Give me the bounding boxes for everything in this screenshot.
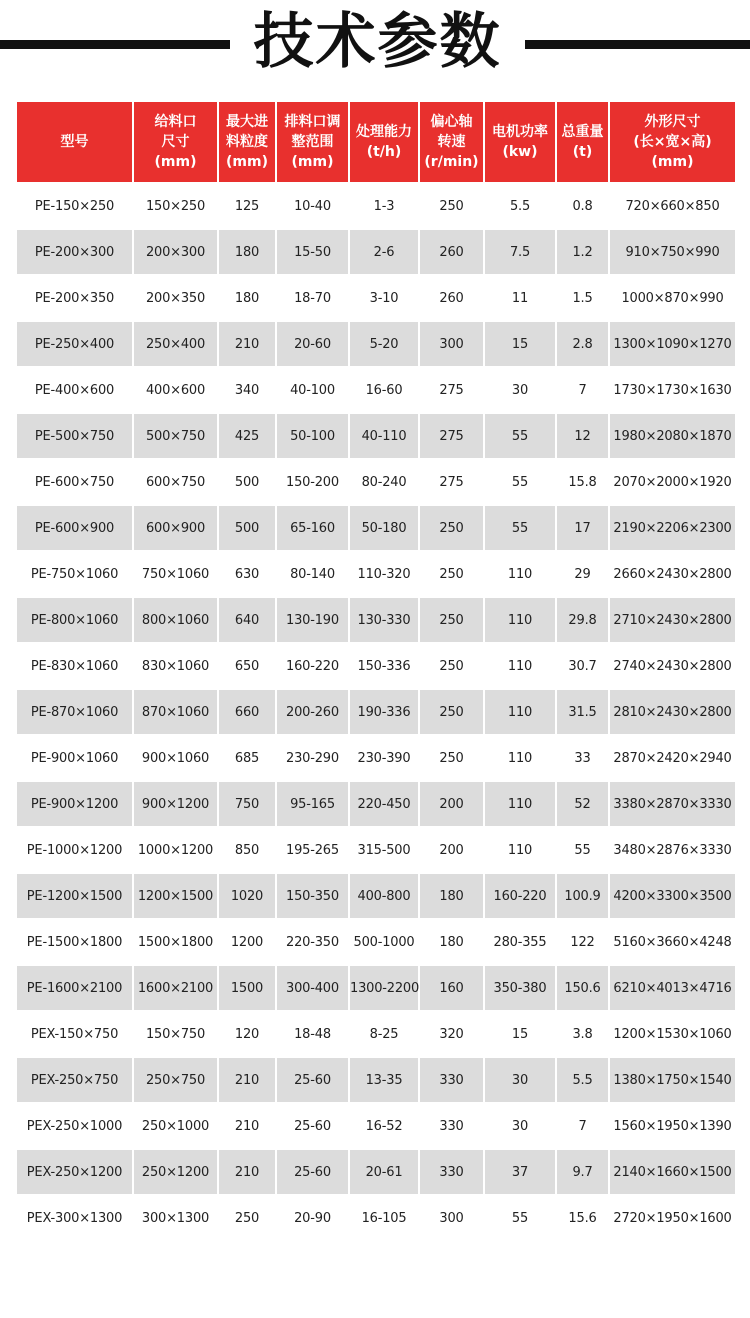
table-cell: 250	[420, 184, 483, 228]
table-cell: 200×350	[134, 276, 217, 320]
table-cell: 7	[557, 368, 608, 412]
table-cell: 3380×2870×3330	[610, 782, 735, 826]
table-cell: 15.8	[557, 460, 608, 504]
table-row	[17, 966, 735, 1010]
table-row	[17, 460, 735, 504]
column-header-line: 总重量	[561, 124, 604, 140]
table-cell: 180	[219, 276, 275, 320]
table-cell: 200-260	[277, 690, 348, 734]
table-row	[17, 690, 735, 734]
table-row	[17, 874, 735, 918]
table-cell: 125	[219, 184, 275, 228]
table-cell: 55	[485, 460, 555, 504]
column-header-line: (kw)	[502, 144, 538, 160]
table-cell: 870×1060	[134, 690, 217, 734]
table-cell: PE-1500×1800	[17, 920, 132, 964]
table-cell: 20-90	[277, 1196, 348, 1240]
table-cell: 315-500	[350, 828, 418, 872]
table-cell: 18-70	[277, 276, 348, 320]
table-cell: 660	[219, 690, 275, 734]
table-row	[17, 184, 735, 228]
table-cell: 275	[420, 460, 483, 504]
column-header	[485, 102, 555, 182]
table-cell: 40-110	[350, 414, 418, 458]
table-cell: 300-400	[277, 966, 348, 1010]
table-cell: 110	[485, 552, 555, 596]
title-rule-left	[0, 40, 230, 49]
table-cell: 1730×1730×1630	[610, 368, 735, 412]
table-cell: 150.6	[557, 966, 608, 1010]
table-cell: 110	[485, 644, 555, 688]
table-cell: 160-220	[277, 644, 348, 688]
table-cell: 200	[420, 782, 483, 826]
table-cell: 425	[219, 414, 275, 458]
table-cell: 110	[485, 828, 555, 872]
table-cell: 20-60	[277, 322, 348, 366]
table-cell: PE-400×600	[17, 368, 132, 412]
table-cell: 500-1000	[350, 920, 418, 964]
table-cell: 55	[557, 828, 608, 872]
table-cell: 55	[485, 506, 555, 550]
column-header-line: 料粒度	[226, 134, 268, 150]
table-cell: 122	[557, 920, 608, 964]
column-header-line: 尺寸	[161, 134, 190, 150]
table-cell: 330	[420, 1104, 483, 1148]
table-cell: 250×1200	[134, 1150, 217, 1194]
table-body	[17, 184, 735, 1240]
table-cell: 750×1060	[134, 552, 217, 596]
table-cell: 300	[420, 322, 483, 366]
table-cell: PE-1000×1200	[17, 828, 132, 872]
table-cell: 2740×2430×2800	[610, 644, 735, 688]
table-cell: 1600×2100	[134, 966, 217, 1010]
table-cell: 10-40	[277, 184, 348, 228]
table-cell: PEX-250×750	[17, 1058, 132, 1102]
table-cell: PEX-250×1200	[17, 1150, 132, 1194]
table-cell: 150×250	[134, 184, 217, 228]
table-cell: 37	[485, 1150, 555, 1194]
table-cell: 1.2	[557, 230, 608, 274]
table-row	[17, 322, 735, 366]
column-header	[420, 102, 483, 182]
table-cell: 1200×1530×1060	[610, 1012, 735, 1056]
table-cell: 250	[420, 736, 483, 780]
table-cell: 30	[485, 368, 555, 412]
column-header-line: (mm)	[226, 154, 268, 170]
table-cell: 9.7	[557, 1150, 608, 1194]
table-row	[17, 414, 735, 458]
table-row	[17, 506, 735, 550]
table-cell: 2190×2206×2300	[610, 506, 735, 550]
table-row	[17, 552, 735, 596]
table-row	[17, 920, 735, 964]
table-cell: 11	[485, 276, 555, 320]
table-cell: 6210×4013×4716	[610, 966, 735, 1010]
table-cell: 1.5	[557, 276, 608, 320]
table-cell: 275	[420, 414, 483, 458]
table-cell: 80-240	[350, 460, 418, 504]
page-title: 技术参数	[253, 7, 502, 77]
table-cell: PE-900×1200	[17, 782, 132, 826]
table-cell: 110	[485, 736, 555, 780]
column-header-line: (长×宽×高)	[633, 134, 712, 150]
table-cell: 1380×1750×1540	[610, 1058, 735, 1102]
table-row	[17, 736, 735, 780]
table-cell: PE-1600×2100	[17, 966, 132, 1010]
table-cell: 3.8	[557, 1012, 608, 1056]
column-header-line: (mm)	[651, 154, 694, 170]
table-cell: 1000×870×990	[610, 276, 735, 320]
table-cell: 1300×1090×1270	[610, 322, 735, 366]
table-cell: 1200×1500	[134, 874, 217, 918]
column-header	[17, 102, 132, 182]
table-cell: 160-220	[485, 874, 555, 918]
table-cell: 12	[557, 414, 608, 458]
table-cell: 1500×1800	[134, 920, 217, 964]
table-cell: 250×400	[134, 322, 217, 366]
table-cell: 5.5	[557, 1058, 608, 1102]
table-cell: 200	[420, 828, 483, 872]
table-cell: 20-61	[350, 1150, 418, 1194]
table-cell: 180	[420, 920, 483, 964]
table-cell: 180	[420, 874, 483, 918]
table-cell: 5.5	[485, 184, 555, 228]
table-cell: 18-48	[277, 1012, 348, 1056]
table-cell: 300×1300	[134, 1196, 217, 1240]
table-cell: 2.8	[557, 322, 608, 366]
table-cell: 195-265	[277, 828, 348, 872]
table-cell: 500	[219, 460, 275, 504]
table-cell: 110	[485, 598, 555, 642]
table-row	[17, 230, 735, 274]
table-cell: 15-50	[277, 230, 348, 274]
table-cell: 600×900	[134, 506, 217, 550]
table-cell: 1500	[219, 966, 275, 1010]
table-cell: 7.5	[485, 230, 555, 274]
table-cell: 29.8	[557, 598, 608, 642]
table-cell: 850	[219, 828, 275, 872]
table-cell: 110	[485, 782, 555, 826]
table-cell: 2720×1950×1600	[610, 1196, 735, 1240]
table-cell: PEX-250×1000	[17, 1104, 132, 1148]
table-cell: 17	[557, 506, 608, 550]
table-cell: 900×1060	[134, 736, 217, 780]
title-rule-right	[525, 40, 750, 49]
table-row	[17, 828, 735, 872]
table-cell: 130-190	[277, 598, 348, 642]
table-cell: 2070×2000×1920	[610, 460, 735, 504]
table-cell: 65-160	[277, 506, 348, 550]
table-cell: 150-200	[277, 460, 348, 504]
title-bar	[0, 0, 750, 95]
table-cell: 210	[219, 1150, 275, 1194]
table-cell: 1980×2080×1870	[610, 414, 735, 458]
table-cell: 40-100	[277, 368, 348, 412]
header-row	[17, 102, 735, 182]
table-cell: 1560×1950×1390	[610, 1104, 735, 1148]
column-header-line: (t)	[572, 144, 593, 160]
column-header-line: (r/min)	[424, 154, 479, 170]
table-cell: 1200	[219, 920, 275, 964]
table-cell: 33	[557, 736, 608, 780]
table-cell: 100.9	[557, 874, 608, 918]
table-cell: PE-500×750	[17, 414, 132, 458]
table-cell: 2660×2430×2800	[610, 552, 735, 596]
table-cell: 900×1200	[134, 782, 217, 826]
table-cell: 250	[420, 644, 483, 688]
table-cell: 7	[557, 1104, 608, 1148]
table-cell: 15	[485, 1012, 555, 1056]
table-row	[17, 644, 735, 688]
table-cell: 750	[219, 782, 275, 826]
column-header-line: 最大进	[226, 114, 268, 130]
table-cell: 2-6	[350, 230, 418, 274]
table-row	[17, 1058, 735, 1102]
table-cell: PE-900×1060	[17, 736, 132, 780]
table-cell: PE-200×350	[17, 276, 132, 320]
table-cell: 15	[485, 322, 555, 366]
table-cell: 260	[420, 230, 483, 274]
table-row	[17, 368, 735, 412]
column-header-line: 整范围	[291, 134, 334, 150]
table-cell: 55	[485, 414, 555, 458]
table-cell: PE-1200×1500	[17, 874, 132, 918]
table-cell: 30	[485, 1104, 555, 1148]
column-header-line: 偏心轴	[430, 114, 473, 130]
table-cell: 55	[485, 1196, 555, 1240]
table-cell: 2710×2430×2800	[610, 598, 735, 642]
table-cell: 13-35	[350, 1058, 418, 1102]
table-cell: 250	[420, 506, 483, 550]
table-cell: PEX-150×750	[17, 1012, 132, 1056]
column-header	[219, 102, 275, 182]
table-cell: 130-330	[350, 598, 418, 642]
table-cell: 16-105	[350, 1196, 418, 1240]
column-header	[557, 102, 608, 182]
table-row	[17, 1196, 735, 1240]
table-cell: 630	[219, 552, 275, 596]
table-cell: 320	[420, 1012, 483, 1056]
table-cell: 150×750	[134, 1012, 217, 1056]
table-cell: 330	[420, 1058, 483, 1102]
column-header-line: 处理能力	[356, 124, 412, 140]
table-cell: 15.6	[557, 1196, 608, 1240]
table-cell: 400-800	[350, 874, 418, 918]
table-row	[17, 782, 735, 826]
table-cell: 200×300	[134, 230, 217, 274]
table-cell: 910×750×990	[610, 230, 735, 274]
column-header-line: 型号	[60, 134, 89, 150]
table-cell: 0.8	[557, 184, 608, 228]
table-cell: 110	[485, 690, 555, 734]
column-header-line: 排料口调	[284, 114, 341, 130]
column-header-line: 电机功率	[492, 124, 548, 140]
table-cell: 260	[420, 276, 483, 320]
table-cell: 50-100	[277, 414, 348, 458]
column-header-line: (mm)	[291, 154, 334, 170]
table-cell: PE-800×1060	[17, 598, 132, 642]
table-cell: 720×660×850	[610, 184, 735, 228]
table-cell: 250	[420, 552, 483, 596]
table-cell: 3480×2876×3330	[610, 828, 735, 872]
table-cell: 80-140	[277, 552, 348, 596]
table-row	[17, 1012, 735, 1056]
column-header	[134, 102, 217, 182]
table-row	[17, 1104, 735, 1148]
table-cell: 120	[219, 1012, 275, 1056]
table-cell: 50-180	[350, 506, 418, 550]
column-header-line: 外形尺寸	[644, 114, 701, 130]
table-cell: 150-336	[350, 644, 418, 688]
table-cell: 400×600	[134, 368, 217, 412]
table-cell: PE-600×900	[17, 506, 132, 550]
table-cell: 600×750	[134, 460, 217, 504]
table-cell: 340	[219, 368, 275, 412]
table-cell: PE-150×250	[17, 184, 132, 228]
table-cell: 31.5	[557, 690, 608, 734]
table-cell: PE-200×300	[17, 230, 132, 274]
table-cell: 300	[420, 1196, 483, 1240]
spec-table	[15, 100, 737, 1242]
table-cell: 230-390	[350, 736, 418, 780]
table-row	[17, 1150, 735, 1194]
column-header-line: 转速	[437, 134, 466, 150]
table-cell: PE-750×1060	[17, 552, 132, 596]
column-header	[350, 102, 418, 182]
table-cell: 95-165	[277, 782, 348, 826]
table-cell: PEX-300×1300	[17, 1196, 132, 1240]
table-cell: 210	[219, 1104, 275, 1148]
table-cell: 280-355	[485, 920, 555, 964]
column-header-line: 给料口	[154, 114, 197, 130]
table-row	[17, 598, 735, 642]
table-cell: 650	[219, 644, 275, 688]
table-cell: 180	[219, 230, 275, 274]
table-cell: 210	[219, 1058, 275, 1102]
table-cell: 1000×1200	[134, 828, 217, 872]
table-row	[17, 276, 735, 320]
table-cell: 220-350	[277, 920, 348, 964]
table-cell: 210	[219, 322, 275, 366]
table-cell: 150-350	[277, 874, 348, 918]
table-cell: 52	[557, 782, 608, 826]
table-cell: 16-52	[350, 1104, 418, 1148]
table-cell: 330	[420, 1150, 483, 1194]
table-cell: 3-10	[350, 276, 418, 320]
table-cell: PE-830×1060	[17, 644, 132, 688]
table-cell: 250	[420, 598, 483, 642]
table-cell: 30.7	[557, 644, 608, 688]
table-cell: 8-25	[350, 1012, 418, 1056]
table-cell: 230-290	[277, 736, 348, 780]
table-cell: 2140×1660×1500	[610, 1150, 735, 1194]
table-cell: PE-870×1060	[17, 690, 132, 734]
table-cell: 2810×2430×2800	[610, 690, 735, 734]
table-cell: 1-3	[350, 184, 418, 228]
table-cell: 30	[485, 1058, 555, 1102]
table-cell: 5160×3660×4248	[610, 920, 735, 964]
table-cell: 250	[420, 690, 483, 734]
table-cell: 500	[219, 506, 275, 550]
table-cell: 275	[420, 368, 483, 412]
table-cell: PE-600×750	[17, 460, 132, 504]
table-cell: 1020	[219, 874, 275, 918]
table-cell: PE-250×400	[17, 322, 132, 366]
table-cell: 16-60	[350, 368, 418, 412]
table-cell: 25-60	[277, 1058, 348, 1102]
table-cell: 5-20	[350, 322, 418, 366]
table-cell: 25-60	[277, 1150, 348, 1194]
table-cell: 25-60	[277, 1104, 348, 1148]
table-cell: 250×1000	[134, 1104, 217, 1148]
table-cell: 2870×2420×2940	[610, 736, 735, 780]
table-cell: 110-320	[350, 552, 418, 596]
table-cell: 640	[219, 598, 275, 642]
table-cell: 1300-2200	[350, 966, 418, 1010]
table-cell: 4200×3300×3500	[610, 874, 735, 918]
column-header	[610, 102, 735, 182]
column-header	[277, 102, 348, 182]
table-cell: 500×750	[134, 414, 217, 458]
table-cell: 220-450	[350, 782, 418, 826]
table-cell: 685	[219, 736, 275, 780]
table-cell: 830×1060	[134, 644, 217, 688]
column-header-line: (t/h)	[366, 144, 402, 160]
table-cell: 250×750	[134, 1058, 217, 1102]
table-cell: 29	[557, 552, 608, 596]
column-header-line: (mm)	[154, 154, 197, 170]
table-cell: 350-380	[485, 966, 555, 1010]
table-cell: 160	[420, 966, 483, 1010]
table-cell: 190-336	[350, 690, 418, 734]
table-cell: 250	[219, 1196, 275, 1240]
table-cell: 800×1060	[134, 598, 217, 642]
